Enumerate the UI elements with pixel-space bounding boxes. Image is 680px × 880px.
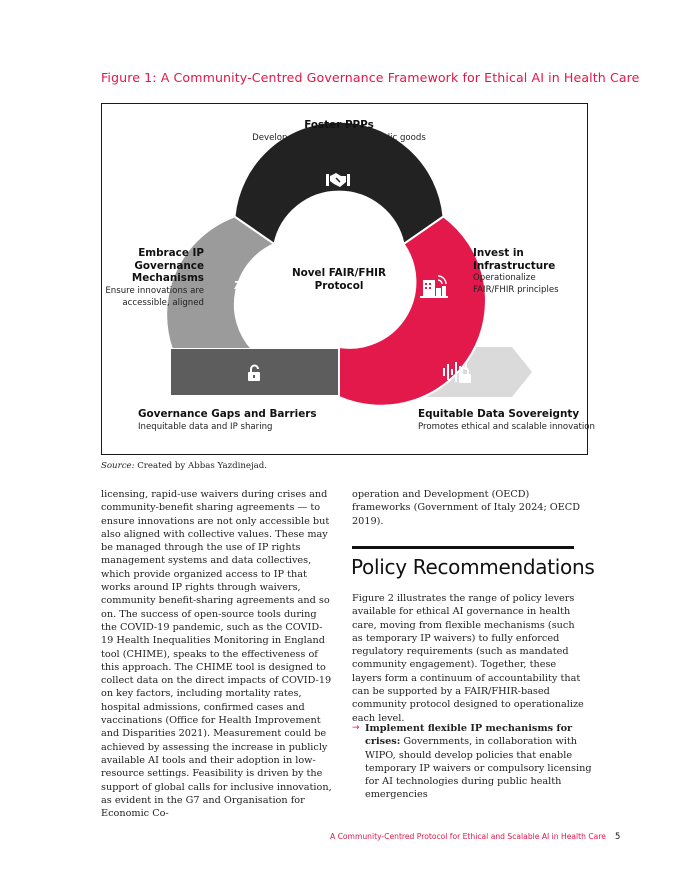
label-data-sovereignty: Equitable Data Sovereignty Promotes ethical and scalable innovation (418, 408, 595, 432)
label-invest-infra: Invest in Infrastructure Operationalize FAIR/FHIR principles (473, 247, 559, 295)
label-embrace-ip: Embrace IP Governance Mechanisms Ensure innovations are accessible, aligned (105, 247, 204, 308)
label-foster-ppps: Foster PPPs Develop AI technologies as public goods (252, 119, 426, 143)
section-heading: Policy Recommendations (351, 555, 595, 579)
body-text-right-continuation: operation and Development (OECD) frameworks (Government of Italy 2024; OECD 2019). (352, 489, 580, 527)
policy-paragraph: Figure 2 illustrates the range of policy levers available for ethical AI governance in health care, moving from flexible mechanisms (such as temporary IP waivers) to fully enforced regulatory requirements (such as mandated community engagement). Together, these layers form a continuum of accountability that can be supported by a FAIR/FHIR-based community protocol designed to operationalize each level. (352, 593, 584, 724)
label-governance-gaps: Governance Gaps and Barriers Inequitable data and IP sharing (138, 408, 317, 432)
section-rule (352, 546, 574, 549)
center-protocol-label: Novel FAIR/FHIR Protocol (291, 267, 387, 292)
arrow-bullet-icon: → (352, 723, 360, 733)
figure-frame (101, 103, 595, 455)
page-number: 5 (615, 831, 621, 841)
recommendation-bullet: → Implement flexible IP mechanisms for crises: Governments, in collaboration with WIPO, should develop policies that enable temporary IP waivers or compulsory licensing for AI technologies during public health emergencies (352, 723, 592, 801)
running-footer-title: A Community-Centred Protocol for Ethical and Scalable AI in Health Care (330, 832, 606, 841)
figure-source: Source: Created by Abbas Yazdinejad. (101, 461, 268, 471)
body-text-left-column: licensing, rapid-use waivers during crises and community-benefit sharing agreements — to ensure innovations are not only accessible but also aligned with collective values. These may be managed through the use of IP rights management systems and data collectives, which provide organized access to IP that works around IP rights through waivers, community benefit-sharing agreements and so on. The success of open-source tools during the COVID-19 pandemic, such as the COVID-19 Health Inequalities Monitoring in England tool (CHIME), speaks to the effectiveness of this approach. The CHIME tool is designed to collect data on the direct impacts of COVID-19 on key factors, including mortality rates, hospital admissions, confirmed cases and vaccinations (Office for Health Improvement and Disparities 2021). Measurement could be achieved by assessing the increase in publicly available AI tools and their adoption in low-resource settings. Feasibility is driven by the support of global calls for inclusive innovation, as evident in the G7 and Organisation for Economic Co- (101, 489, 332, 820)
figure-title: Figure 1: A Community-Centred Governance Framework for Ethical AI in Health Care (101, 70, 640, 85)
